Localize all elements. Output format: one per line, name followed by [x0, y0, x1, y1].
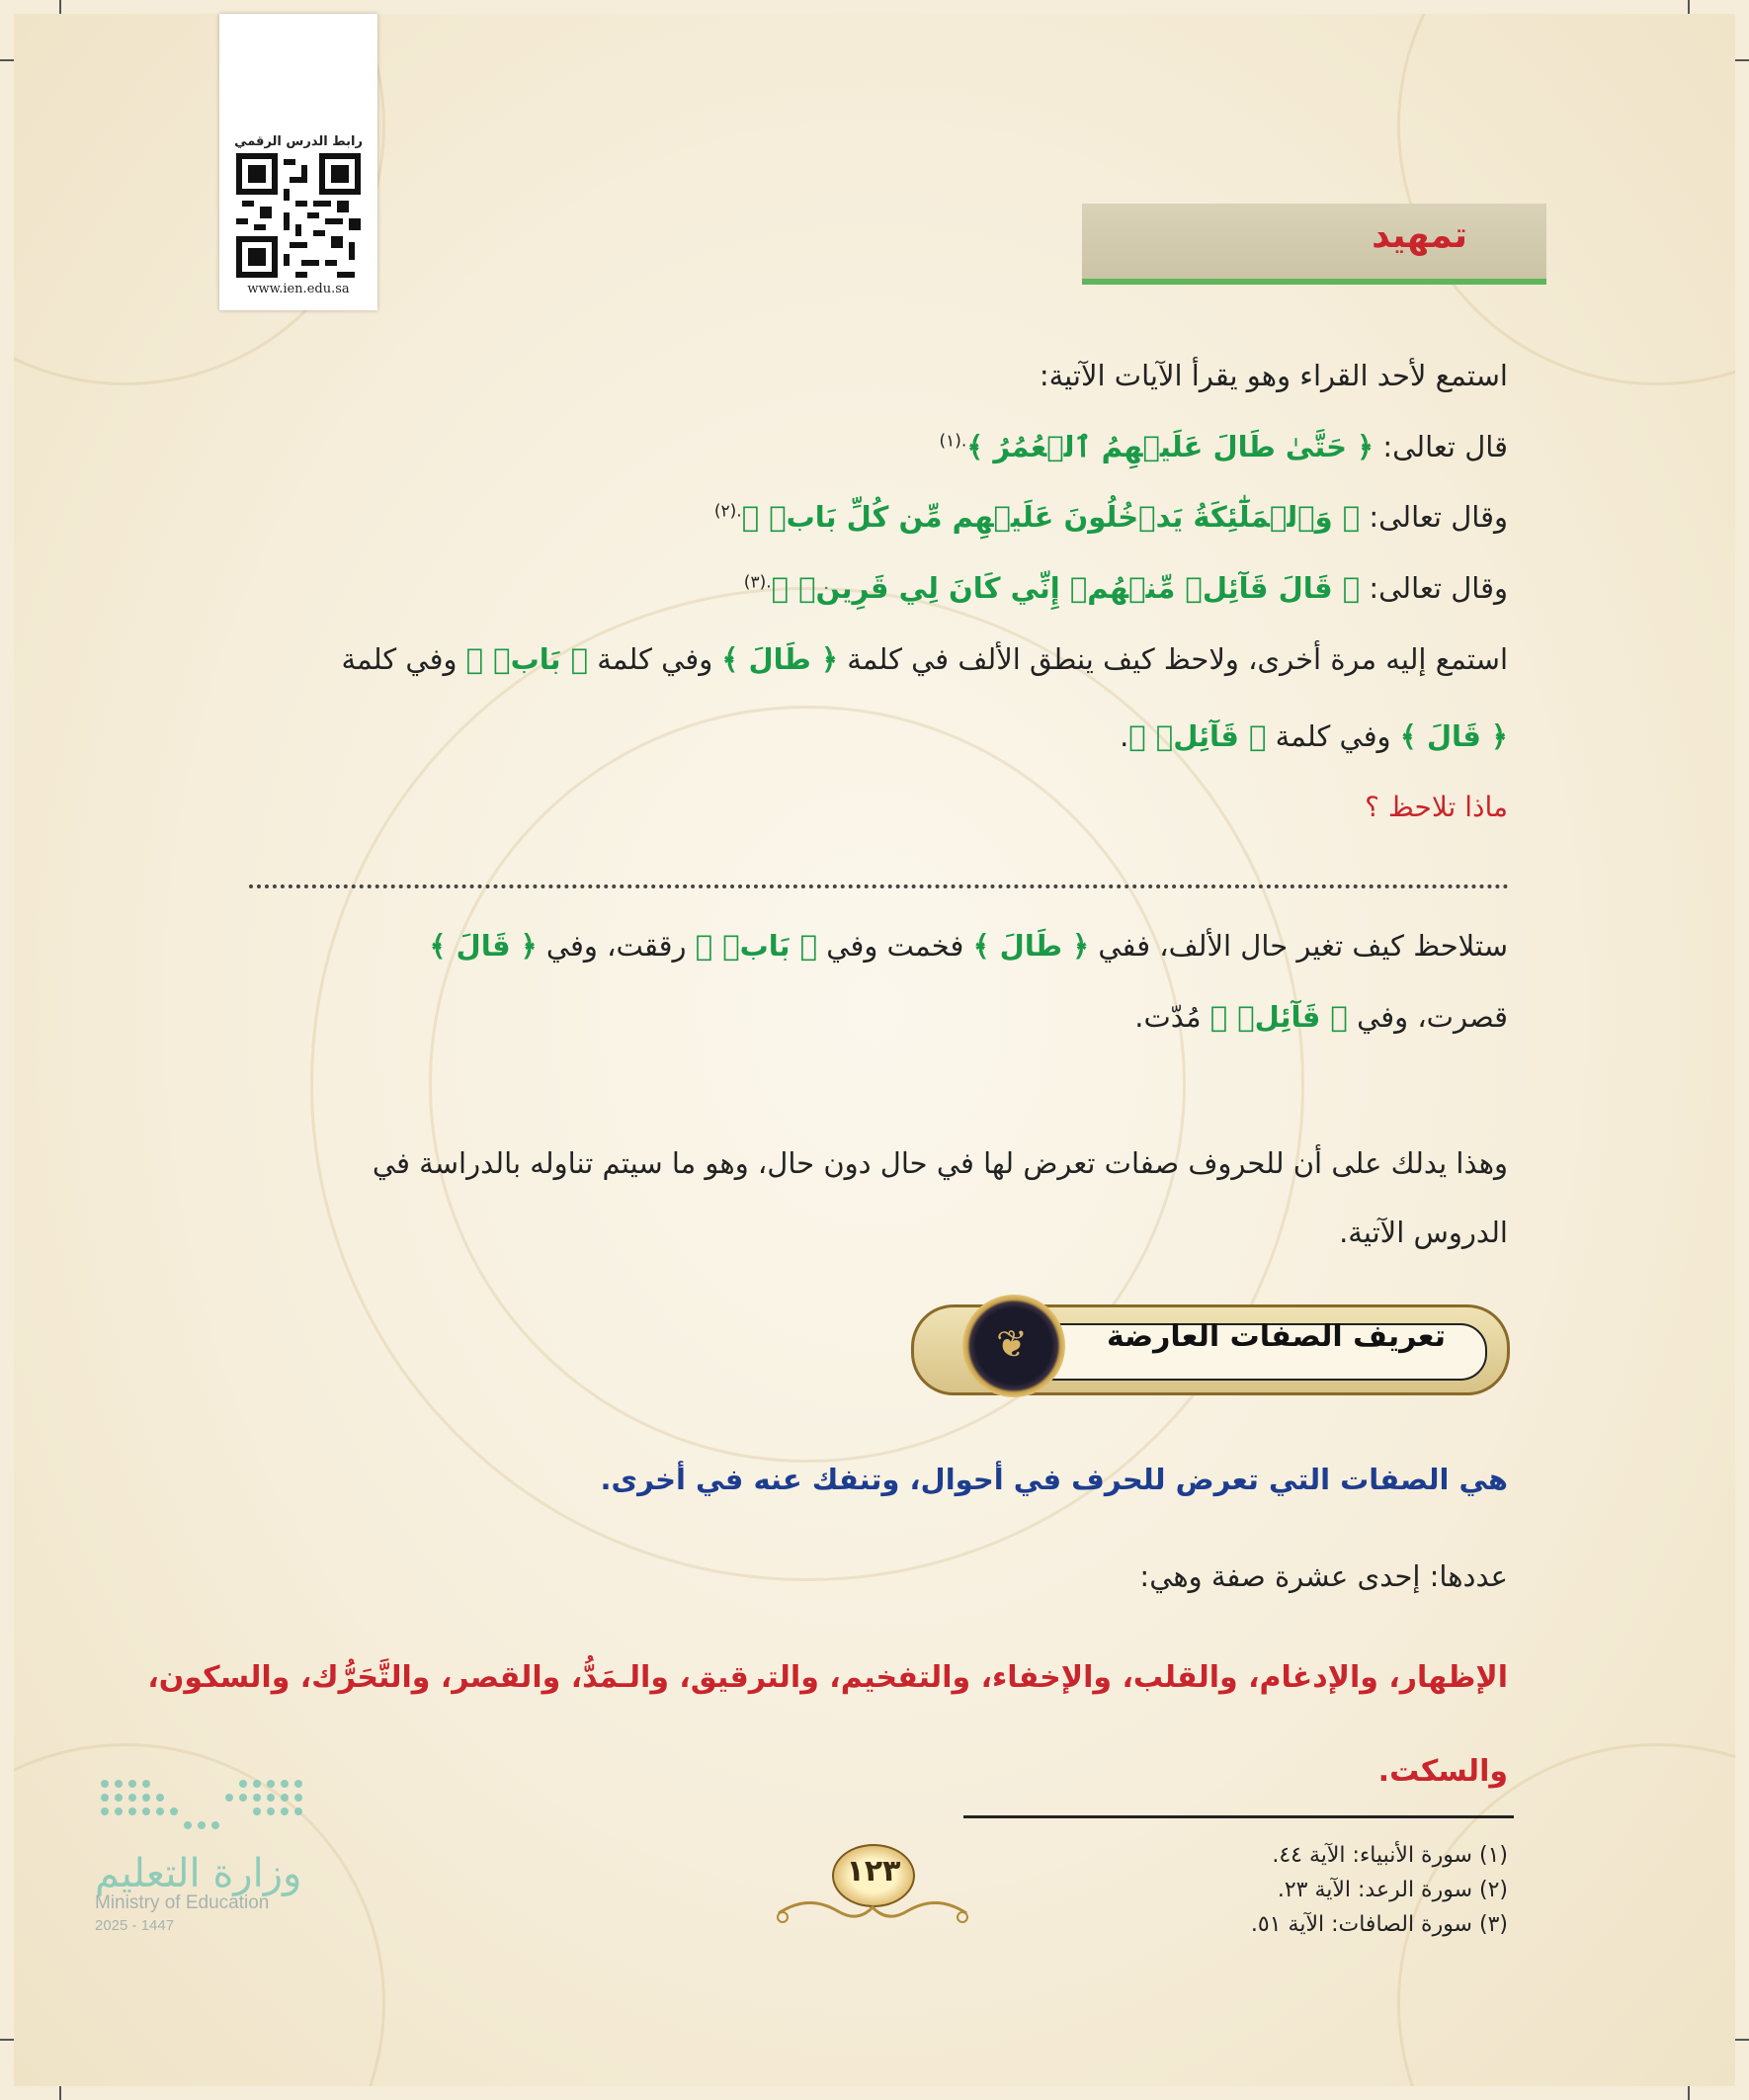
question-text: ماذا تلاحظ ؟ — [1365, 791, 1508, 823]
background-ornament — [1397, 14, 1735, 385]
section-heading: تمهيد — [1372, 215, 1467, 256]
verse-2-prefix: وقال تعالى: — [1369, 500, 1508, 534]
word-baab-2: ﴿ بَابٖ ﴾ — [695, 929, 818, 963]
intro-listen-text — [1040, 359, 1508, 393]
qr-code-icon[interactable] — [236, 153, 361, 278]
conclusion-line-1: وهذا يدلك على أن للحروف صفات تعرض لها في حال دون حال، وهو ما سيتم تناوله بالدراسة في — [372, 1146, 1508, 1180]
listen-again-d: وفي كلمة — [1275, 719, 1391, 753]
listen-again-c: وفي كلمة — [341, 642, 458, 676]
word-qaail: ﴿ قَآئِلٞ ﴾ — [1128, 719, 1267, 753]
verse-3-text: ﴿ قَالَ قَآئِلٞ مِّنۡهُمۡ إِنِّي كَانَ لِي قَرِينٞ ﴾ — [771, 571, 1361, 605]
intro-listen: استمع لأحد القراء وهو يقرأ الآيات الآتية: — [1039, 359, 1508, 392]
verse-1-ref: .(١) — [939, 431, 967, 452]
attributes-list-line-2: والسكت. — [1377, 1754, 1508, 1789]
count-text: عددها: إحدى عشرة صفة وهي: — [1139, 1559, 1508, 1593]
word-taala: ﴿ طَالَ ﴾ — [721, 642, 838, 676]
ministry-logo — [95, 1774, 312, 1942]
verse-line-2 — [714, 500, 1508, 535]
word-qaail-2: ﴿ قَآئِلٞ ﴾ — [1209, 1000, 1348, 1034]
listen-again-b: وفي كلمة — [597, 642, 713, 676]
notice-e: مُدّت. — [1134, 1000, 1202, 1034]
verse-line-3 — [744, 571, 1508, 606]
verse-3-ref: .(٣) — [743, 572, 772, 593]
footnote: (٢) سورة الرعد: الآية ٢٣. — [1277, 1878, 1508, 1902]
flower-medallion-icon: ❦ — [962, 1295, 1065, 1397]
notice-line-1 — [429, 929, 1508, 964]
notice-b: فخمت وفي — [826, 929, 964, 963]
notice-c: رققت، وفي — [545, 929, 687, 963]
verse-2-text: ﴿ وَٱلۡمَلَٰٓئِكَةُ يَدۡخُلُونَ عَلَيۡهِم مِّن كُلِّ بَابٖ ﴾ — [741, 500, 1361, 534]
verse-2-ref: .(٢) — [713, 501, 742, 522]
section-title: تعريف الصفات العارضة — [1106, 1319, 1446, 1354]
footnote: (١) سورة الأنبياء: الآية ٤٤. — [1272, 1843, 1508, 1868]
section-heading-bar — [1082, 204, 1546, 285]
verse-3-prefix: وقال تعالى: — [1369, 571, 1508, 605]
listen-again-a: استمع إليه مرة أخرى، ولاحظ كيف ينطق الألف في كلمة — [847, 642, 1508, 676]
word-baab: ﴿ بَابٖ ﴾ — [465, 642, 588, 676]
conclusion-line-2: الدروس الآتية. — [1339, 1216, 1508, 1249]
qr-panel[interactable] — [219, 14, 377, 310]
ministry-dots-icon — [95, 1774, 312, 1843]
attributes-list-line-1: الإظهار، والإدغام، والقلب، والإخفاء، والتفخيم، والترقيق، والـمَدُّ، والقصر، والتَّحَرُّك، والسكون، — [147, 1660, 1508, 1695]
word-taala-2: ﴿ طَالَ ﴾ — [972, 929, 1090, 963]
verse-1-text: ﴿ حَتَّىٰ طَالَ عَلَيۡهِمُ ٱلۡعُمُرُ ﴾ — [966, 430, 1374, 463]
word-qaala: ﴿ قَالَ ﴾ — [1399, 719, 1508, 753]
verse-line-1 — [939, 430, 1508, 464]
verse-1-prefix: قال تعالى: — [1382, 430, 1508, 463]
footnote: (٣) سورة الصافات: الآية ٥١. — [1250, 1912, 1508, 1937]
qr-url[interactable]: www.ien.edu.sa — [247, 282, 350, 296]
page-number: ١٢٣ — [846, 1854, 901, 1889]
answer-dotted-line[interactable] — [249, 884, 1509, 888]
swirl-ornament-icon — [769, 1893, 976, 1933]
listen-again-end: . — [1120, 719, 1129, 753]
ministry-year: 2025 - 1447 — [95, 1917, 175, 1934]
notice-d: قصرت، وفي — [1357, 1000, 1508, 1034]
listen-again-line-2 — [1120, 719, 1508, 754]
definition-text: هي الصفات التي تعرض للحرف في أحوال، وتنفك عنه في أخرى. — [600, 1463, 1508, 1496]
notice-a: ستلاحظ كيف تغير حال الألف، ففي — [1098, 929, 1508, 963]
notice-line-2 — [1134, 1000, 1508, 1035]
word-qaala-2: ﴿ قَالَ ﴾ — [429, 929, 538, 963]
section-title-badge — [911, 1295, 1524, 1401]
footnote-divider — [963, 1815, 1514, 1818]
ministry-name-english: Ministry of Education — [95, 1892, 270, 1913]
page-number-ornament — [769, 1844, 976, 1953]
listen-again-line-1 — [341, 642, 1508, 677]
qr-caption: رابط الدرس الرقمي — [234, 134, 363, 149]
ministry-name-arabic: وزارة التعليم — [95, 1851, 302, 1896]
